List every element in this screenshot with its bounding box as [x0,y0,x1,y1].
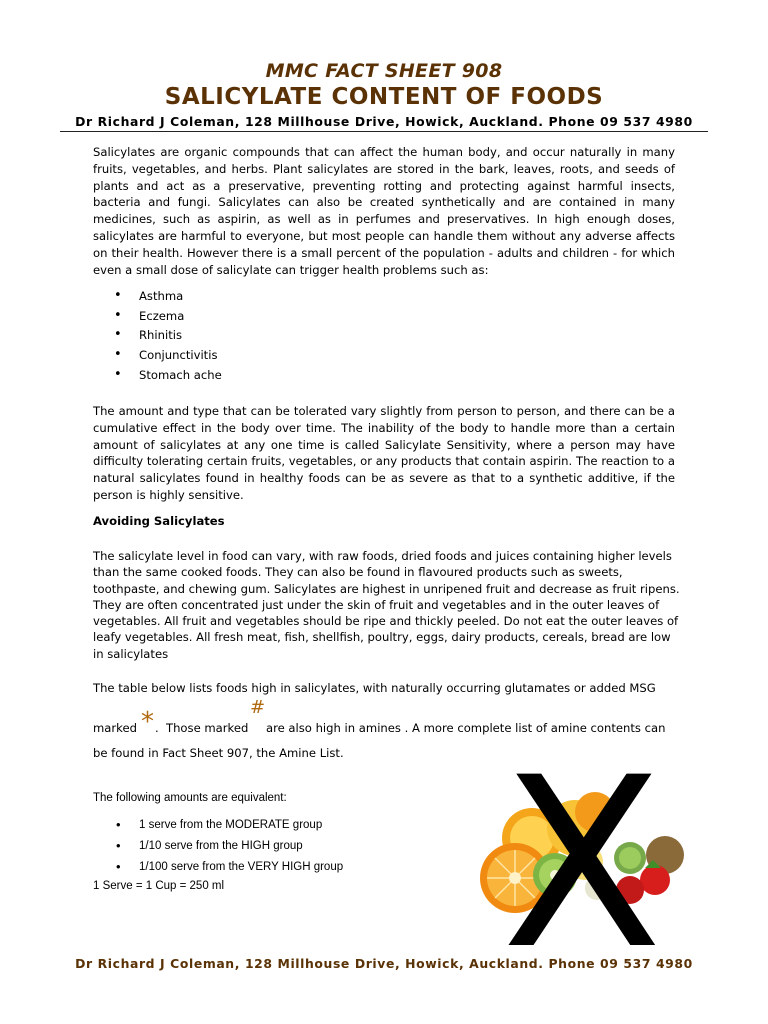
equivalents-list [116,817,343,880]
marked-suffix: are also high in amines . A more complete list of amine contents can [266,721,666,735]
avoiding-paragraph: The salicylate level in food can vary, with raw foods, dried foods and juices containing higher levels than the same cooked foods. They can also be found in flavoured products such as sweets, toothpaste, and chewing gum. Salicylates are highest in unripened fruit and decrease as fruit ripens. They are often concentrated just under the skin of fruit and vegetables and in the outer leaves of vegetables. All fruit and vegetables should be ripe and thickly peeled. Do not eat the outer leaves of leafy vegetables. All fresh meat, fish, shellfish, poultry, eggs, dairy products, cereals, bread are low in salicylates [93,549,680,661]
fruit-image [460,760,710,950]
hash-symbol: # [250,697,266,718]
conditions-list [114,288,222,386]
marked-dot: . [155,721,159,735]
star-symbol: * [141,707,154,737]
document-header [0,60,768,129]
list-item: • 1 serve from the MODERATE group [116,817,343,838]
marked-line [93,697,713,741]
list-item: • Eczema [114,308,222,328]
list-item: • 1/10 serve from the HIGH group [116,838,343,859]
list-item: • Asthma [114,288,222,308]
header-divider [60,131,708,132]
marked-middle: Those marked [166,721,249,735]
footer-address: Dr Richard J Coleman, 128 Millhouse Drive, Howick, Auckland. Phone 09 537 4980 [75,956,693,971]
intro-paragraph: Salicylates are organic compounds that can affect the human body, and occur naturally in many fruits, vegetables, and herbs. Plant salicylates are stored in the bark, leaves, roots, and seeds of plants and act as a preservative, preventing rotting and protecting against harmful insects, bacteria and fungi. Salicylates can also be created synthetically and are contained in many medicines, such as aspirin, as well as in perfumes and preservatives. In high enough doses, salicylates are harmful to everyone, but most people can handle them without any adverse affects on their health. However there is a small percent of the population - adults and children - for which even a small dose of salicylate can trigger health problems such as: [93,145,675,277]
list-item: • Conjunctivitis [114,347,222,367]
table-intro: The table below lists foods high in salicylates, with naturally occurring glutamates or added MSG [93,681,656,695]
list-item: • Stomach ache [114,367,222,387]
list-item: • Rhinitis [114,327,222,347]
avoiding-heading: Avoiding Salicylates [93,514,225,528]
marked-prefix: marked [93,721,137,735]
sensitivity-paragraph: The amount and type that can be tolerated vary slightly from person to person, and there can be a cumulative effect in the body over time. The inability of the body to handle more than a certain amount of salicylates at any one time is called Salicylate Sensitivity, where a person may have difficulty tolerating certain fruits, vegetables, or any products that contain aspirin. The reaction to a natural salicylates found in healthy foods can be as severe as that to a synthetic additive, if the person is highly sensitive. [93,404,675,502]
list-item: • 1/100 serve from the VERY HIGH group [116,859,343,880]
fact-sheet-number: MMC FACT SHEET 908 [265,60,503,82]
x-mark-overlay: X [501,760,663,950]
header-address: Dr Richard J Coleman, 128 Millhouse Drive, Howick, Auckland. Phone 09 537 4980 [75,114,693,129]
fact-sheet-reference: be found in Fact Sheet 907, the Amine List. [93,746,344,760]
equivalents-intro: The following amounts are equivalent: [93,792,287,804]
serve-definition: 1 Serve = 1 Cup = 250 ml [93,880,225,892]
page-title: SALICYLATE CONTENT OF FOODS [164,84,604,110]
